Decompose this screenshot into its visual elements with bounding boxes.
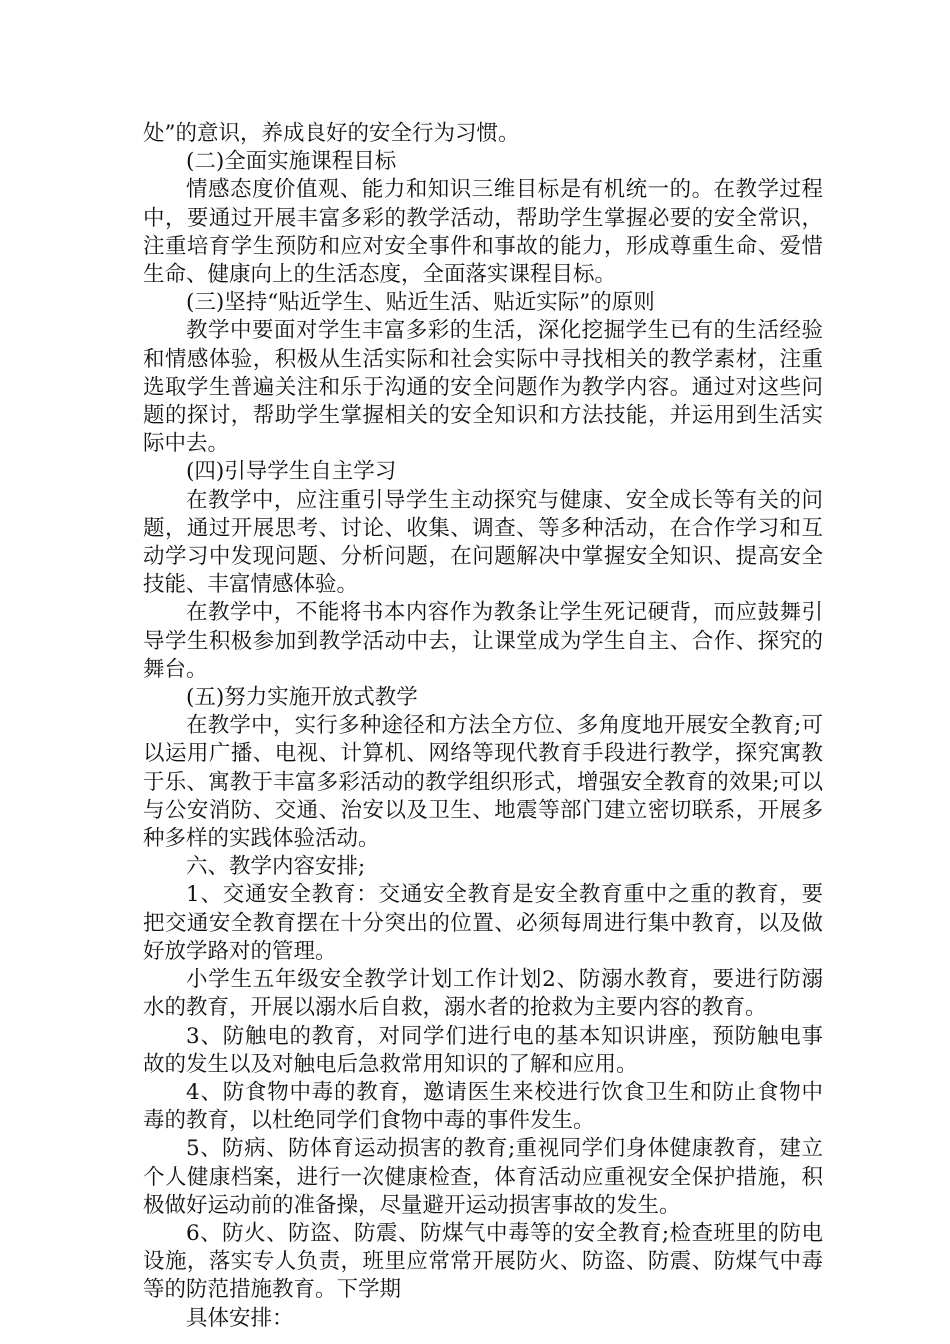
paragraph: 在教学中，应注重引导学生主动探究与健康、安全成长等有关的问题，通过开展思考、讨论、收集、调查、等多种活动，在合作学习和互动学习中发现问题、分析问题，在问题解决中掌握安全知识、提高安全技能、丰富情感体验。 (143, 487, 823, 598)
section-heading: (三)坚持“贴近学生、贴近生活、贴近实际”的原则 (186, 290, 655, 316)
list-item: 6、防火、防盗、防震、防煤气中毒等的安全教育;检查班里的防电设施，落实专人负责，班里应常常开展防火、防盗、防震、防煤气中毒等的防范措施教育。下学期 (143, 1220, 823, 1303)
list-item: 4、防食物中毒的教育，邀请医生来校进行饮食卫生和防止食物中毒的教育，以杜绝同学们食物中毒的事件发生。 (143, 1079, 823, 1134)
list-item: 小学生五年级安全教学计划工作计划2、防溺水教育，要进行防溺水的教育，开展以溺水后自救，溺水者的抢救为主要内容的教育。 (143, 967, 823, 1021)
document-body (143, 120, 823, 1333)
paragraph: 教学中要面对学生丰富多彩的生活，深化挖掘学生已有的生活经验和情感体验，积极从生活实际和社会实际中寻找相关的教学素材，注重选取学生普遍关注和乐于沟通的安全问题作为教学内容。通过对这些问题的探讨，帮助学生掌握相关的安全知识和方法技能，并运用到生活实际中去。 (143, 318, 823, 457)
section-heading: (二)全面实施课程目标 (186, 149, 397, 175)
list-item: 1、交通安全教育：交通安全教育是安全教育重中之重的教育，要把交通安全教育摆在十分突出的位置、必须每周进行集中教育，以及做好放学路对的管理。 (143, 882, 823, 964)
paragraph: 在教学中，实行多种途径和方法全方位、多角度地开展安全教育;可以运用广播、电视、计算机、网络等现代教育手段进行教学，探究寓教于乐、寓教于丰富多彩活动的教学组织形式，增强安全教育的效果;可以与公安消防、交通、治安以及卫生、地震等部门建立密切联系，开展多种多样的实践体验活动。 (143, 713, 823, 852)
section-heading: 六、教学内容安排; (186, 854, 366, 880)
list-item: 5、防病、防体育运动损害的教育;重视同学们身体健康教育，建立个人健康档案，进行一次健康检查，体育活动应重视安全保护措施，积极做好运动前的准备操，尽量避开运动损害事故的发生。 (143, 1136, 823, 1218)
section-heading: (四)引导学生自主学习 (186, 459, 397, 485)
paragraph: 处”的意识，养成良好的安全行为习惯。 (143, 121, 520, 146)
paragraph: 在教学中，不能将书本内容作为教条让学生死记硬背，而应鼓舞引导学生积极参加到教学活动中去，让课堂成为学生自主、合作、探究的舞台。 (143, 600, 823, 682)
section-heading: (五)努力实施开放式教学 (186, 685, 418, 711)
paragraph: 情感态度价值观、能力和知识三维目标是有机统一的。在教学过程中，要通过开展丰富多彩的教学活动，帮助学生掌握必要的安全常识，注重培育学生预防和应对安全事件和事故的能力，形成尊重生命、爱惜生命、健康向上的生活态度，全面落实课程目标。 (143, 177, 823, 288)
paragraph: 具体安排： (186, 1305, 294, 1331)
list-item: 3、防触电的教育，对同学们进行电的基本知识讲座，预防触电事故的发生以及对触电后急救常用知识的了解和应用。 (143, 1023, 823, 1077)
